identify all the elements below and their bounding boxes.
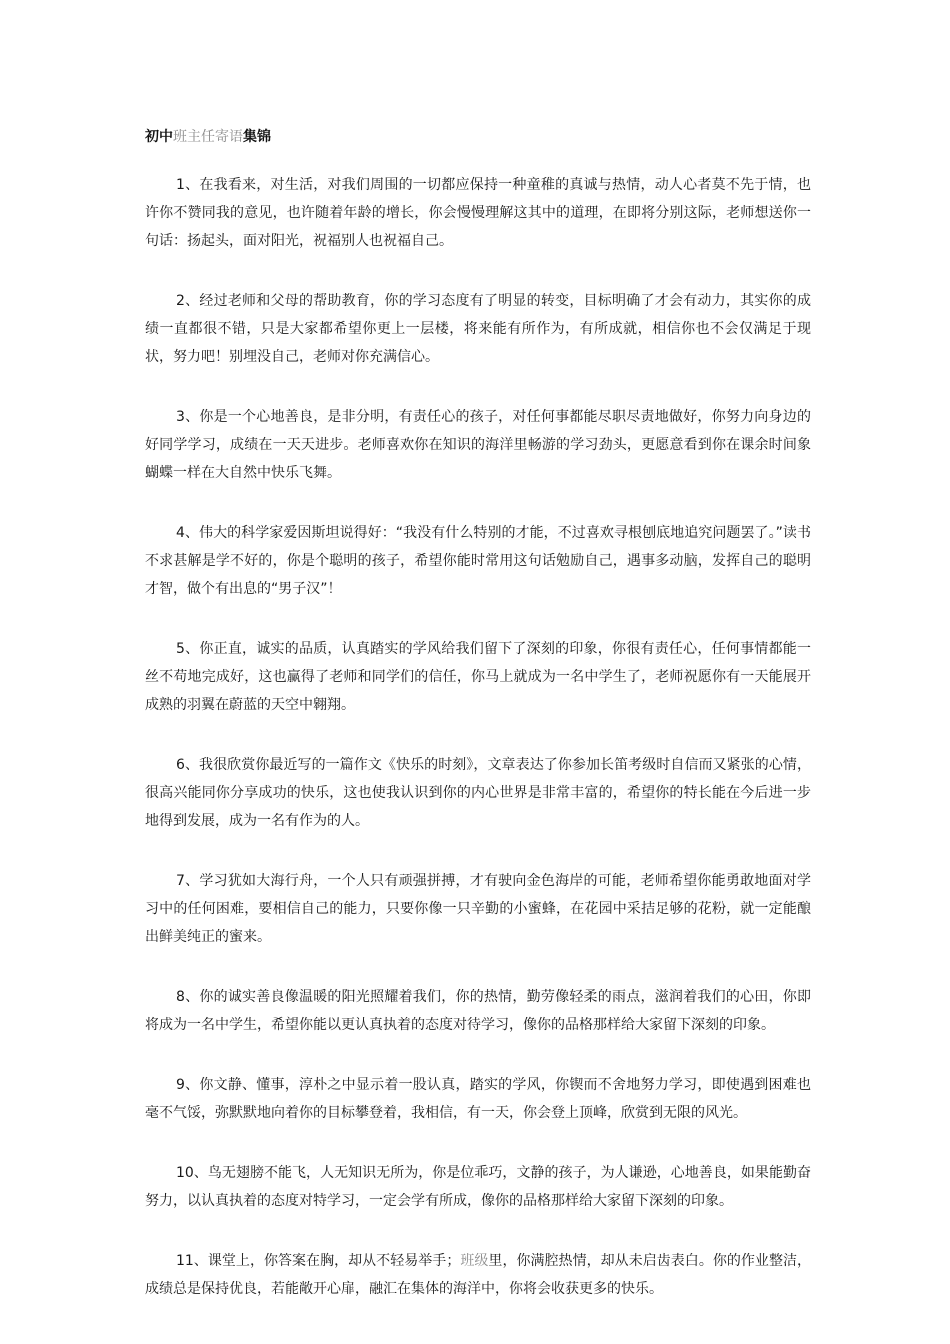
paragraph-11-after: 里，你满腔热情，却从未启齿表白。你的作业整洁，成绩总是保持优良，若能敞开心扉，融汇在集体的海洋中，你将会收获更多的快乐。: [145, 1253, 812, 1297]
paragraph-5: 5、你正直，诚实的品质，认真踏实的学风给我们留下了深刻的印象，你很有责任心，任何事情都能一丝不苟地完成好，这也赢得了老师和同学们的信任，你马上就成为一名中学生了，老师祝愿你有一天能展开成熟的羽翼在蔚蓝的天空中翱翔。: [145, 641, 811, 713]
document-body: [145, 171, 811, 1335]
title-part-2: 班主任寄语: [173, 129, 243, 145]
paragraph-7: 7、学习犹如大海行舟，一个人只有顽强拼搏，才有驶向金色海岸的可能，老师希望你能勇敢地面对学习中的任何困难，要相信自己的能力，只要你像一只辛勤的小蜜蜂，在花园中采拮足够的花粉，就一定能酿出鲜美纯正的蜜来。: [145, 873, 811, 945]
class-link[interactable]: 班级: [460, 1253, 489, 1269]
title-part-3: 集锦: [243, 129, 271, 145]
paragraph-2: 2、经过老师和父母的帮助教育，你的学习态度有了明显的转变，目标明确了才会有动力，其实你的成绩一直都很不错，只是大家都希望你更上一层楼，将来能有所作为，有所成就，相信你也不会仅满足于现状，努力吧！别埋没自己，老师对你充满信心。: [145, 293, 811, 365]
paragraph-10: 10、鸟无翅膀不能飞，人无知识无所为，你是位乖巧，文静的孩子，为人谦逊，心地善良，如果能勤奋努力，以认真执着的态度对特学习，一定会学有所成，像你的品格那样给大家留下深刻的印象。: [145, 1165, 811, 1209]
paragraph-8: 8、你的诚实善良像温暖的阳光照耀着我们，你的热情，勤劳像轻柔的雨点，滋润着我们的心田，你即将成为一名中学生，希望你能以更认真执着的态度对待学习，像你的品格那样给大家留下深刻的印象。: [145, 989, 811, 1033]
document-title: [145, 126, 271, 148]
paragraph-11: [145, 1247, 811, 1303]
paragraph-1: 1、在我看来，对生活，对我们周围的一切都应保持一种童稚的真诚与热情，动人心者莫不先于情，也许你不赞同我的意见，也许随着年龄的增长，你会慢慢理解这其中的道理，在即将分别这际，老师想送你一句话：扬起头，面对阳光，祝福别人也祝福自己。: [145, 177, 811, 249]
title-part-1: 初中: [145, 129, 173, 145]
paragraph-4: 4、伟大的科学家爱因斯坦说得好：“我没有什么特别的才能，不过喜欢寻根刨底地追究问题罢了。”读书不求甚解是学不好的，你是个聪明的孩子，希望你能时常用这句话勉励自己，遇事多动脑，发挥自己的聪明才智，做个有出息的“男子汉”！: [145, 525, 811, 597]
paragraph-11-before: 11、课堂上，你答案在胸，却从不轻易举手；: [176, 1253, 461, 1269]
paragraph-3: 3、你是一个心地善良，是非分明，有责任心的孩子，对任何事都能尽职尽责地做好，你努力向身边的好同学学习，成绩在一天天进步。老师喜欢你在知识的海洋里畅游的学习劲头，更愿意看到你在课余时间象蝴蝶一样在大自然中快乐飞舞。: [145, 409, 811, 481]
paragraph-6: 6、我很欣赏你最近写的一篇作文《快乐的时刻》，文章表达了你参加长笛考级时自信而又紧张的心情，很高兴能同你分享成功的快乐，这也使我认识到你的内心世界是非常丰富的，希望你的特长能在今后进一步地得到发展，成为一名有作为的人。: [145, 757, 811, 829]
paragraph-9: 9、你文静、懂事，淳朴之中显示着一股认真，踏实的学风，你锲而不舍地努力学习，即使遇到困难也毫不气馁，弥默默地向着你的目标攀登着，我相信，有一天，你会登上顶峰，欣赏到无限的风光。: [145, 1077, 811, 1121]
